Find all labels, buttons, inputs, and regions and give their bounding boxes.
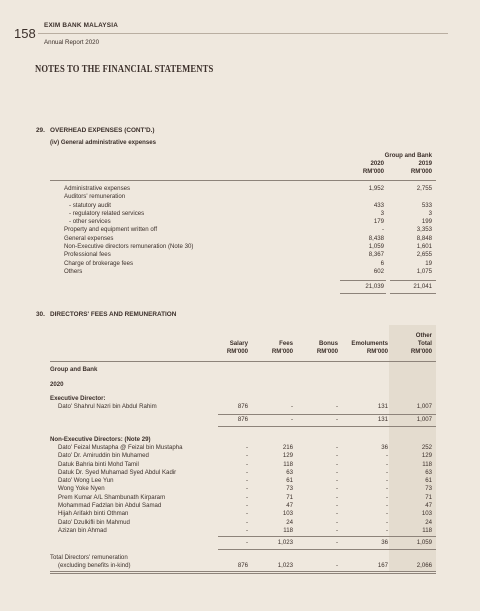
rule: [50, 571, 436, 572]
cell-total: 1,007: [416, 416, 432, 423]
nonexec-names: [58, 444, 183, 535]
cell-total: 103: [421, 510, 432, 518]
table-row-label: - statutory audit: [69, 201, 111, 209]
cell-2020: 3: [380, 209, 384, 217]
cell-salary: -: [245, 526, 248, 534]
note-29-title: OVERHEAD EXPENSES (CONT'D.): [50, 127, 155, 134]
cell-emoluments: -: [385, 518, 388, 526]
cell-emoluments: -: [385, 460, 388, 468]
header-divider: [38, 33, 448, 34]
cell-2019: 3,353: [416, 226, 432, 234]
note-29-number: 29.: [36, 127, 45, 134]
cell-2020: [334, 193, 384, 201]
director-name: Mohammad Fadzlan bin Abdul Samad: [58, 502, 162, 510]
director-name: Wong Yoke Nyen: [58, 485, 105, 493]
cell-2020: 8,438: [368, 234, 384, 242]
emoluments-column: [336, 444, 388, 535]
cell-salary: 876: [237, 403, 248, 410]
director-name: Dato' Wong Lee Yun: [58, 477, 114, 485]
section-title: NOTES TO THE FINANCIAL STATEMENTS: [35, 63, 214, 75]
cell-bonus: -: [335, 477, 338, 485]
total-label-line2: (excluding benefits in-kind): [58, 562, 131, 569]
note-29-col-2020: 2020: [370, 160, 384, 167]
cell-2019: 1,075: [416, 267, 432, 275]
director-name: Hijah Arifakh binti Othman: [58, 510, 129, 518]
cell-emoluments: -: [385, 477, 388, 485]
cell-emoluments: -: [385, 485, 388, 493]
cell-2019: 2,755: [416, 185, 432, 192]
cell-fees: 216: [282, 444, 293, 451]
cell-bonus: -: [335, 562, 338, 569]
table-row-label: Others: [64, 267, 83, 275]
nonexec-heading: Non-Executive Directors: (Note 29): [50, 436, 151, 443]
cell-fees: 103: [282, 510, 293, 518]
cell-2019: 2,655: [416, 251, 432, 259]
rule: [218, 414, 436, 415]
director-name: Datuk Dr. Syed Muhamad Syed Abdul Kadir: [58, 468, 177, 476]
table-row-label: Charge of brokerage fees: [64, 259, 134, 267]
cell-total: 252: [421, 444, 432, 451]
cell-total: 61: [425, 477, 432, 485]
cell-bonus: -: [335, 403, 338, 410]
cell-total: 1,059: [416, 539, 432, 546]
cell-2020: -: [381, 226, 384, 234]
cell-bonus: -: [335, 502, 338, 510]
cell-bonus: -: [335, 416, 338, 423]
cell-total: 129: [421, 452, 432, 460]
cell-2019: 199: [421, 218, 432, 226]
cell-salary: 876: [237, 416, 248, 423]
cell-2019: 1,601: [416, 243, 432, 251]
rule: [50, 573, 436, 574]
cell-salary: -: [245, 493, 248, 501]
cell-fees: -: [290, 403, 293, 410]
cell-emoluments: -: [385, 502, 388, 510]
table-row-label: - regulatory related services: [69, 209, 145, 217]
total-column: [384, 444, 432, 535]
fees-column: [245, 444, 293, 535]
cell-fees: 47: [286, 502, 293, 510]
cell-total: 47: [425, 502, 432, 510]
note-29-group-label: Group and Bank: [384, 152, 432, 159]
director-name: Datuk Bahria binti Mohd Tamil: [58, 460, 139, 468]
cell-bonus: -: [335, 468, 338, 476]
cell-salary: -: [245, 485, 248, 493]
cell-2019: [382, 193, 432, 201]
company-name: EXIM BANK MALAYSIA: [44, 22, 119, 29]
cell-fees: 61: [286, 477, 293, 485]
salary-column: [200, 444, 248, 535]
cell-salary: -: [245, 452, 248, 460]
cell-salary: 876: [237, 562, 248, 569]
cell-2019: 533: [421, 201, 432, 209]
cell-salary: -: [245, 444, 248, 451]
note-29-subtitle: (iv) General administrative expenses: [50, 139, 157, 146]
cell-fees: 71: [286, 493, 293, 501]
col-header-bonus: Bonus: [319, 340, 338, 347]
director-name: Prem Kumar A/L Shambunath Kirparam: [58, 493, 166, 501]
rule: [390, 280, 436, 281]
cell-2020: 6: [380, 259, 384, 267]
cell-fees: 118: [283, 460, 293, 468]
note-29-total-2020: 21,039: [365, 283, 384, 290]
rule: [340, 280, 386, 281]
note-29-values-2020: [334, 185, 384, 276]
table-row-label: - other services: [69, 218, 111, 226]
cell-2019: 3: [428, 209, 432, 217]
exec-name: Dato' Shahrul Nazri bin Abdul Rahim: [58, 403, 157, 410]
cell-total: 2,066: [416, 562, 432, 569]
table-row-label: Auditors' remuneration: [64, 193, 126, 201]
col-unit: RM'000: [316, 348, 338, 355]
report-name: Annual Report 2020: [44, 39, 100, 46]
rule: [218, 426, 436, 427]
exec-heading: Executive Director:: [50, 395, 106, 402]
cell-emoluments: -: [385, 468, 388, 476]
col-header-other: Other: [415, 332, 432, 339]
cell-total: 63: [425, 468, 432, 476]
cell-salary: -: [245, 518, 248, 526]
note-29-values-2019: [382, 185, 432, 276]
cell-total: 118: [422, 460, 432, 468]
cell-total: 1,007: [416, 403, 432, 410]
cell-bonus: -: [335, 539, 338, 546]
director-name: Azizan bin Ahmad: [58, 526, 107, 534]
cell-2020: 8,367: [368, 251, 384, 259]
cell-total: 71: [425, 493, 432, 501]
rule: [218, 549, 436, 550]
col-header-fees: Fees: [279, 340, 293, 347]
cell-salary: -: [245, 502, 248, 510]
cell-total: 118: [422, 526, 432, 534]
note-29-col-2019: 2019: [418, 160, 432, 167]
cell-2020: 602: [373, 267, 384, 275]
cell-salary: -: [245, 539, 248, 546]
page-number: 158: [14, 26, 36, 41]
col-unit: RM'000: [366, 348, 388, 355]
note-30-title: DIRECTORS' FEES AND REMUNERATION: [50, 311, 177, 318]
year-label: 2020: [50, 381, 64, 388]
cell-bonus: -: [335, 444, 338, 451]
table-row-label: Administrative expenses: [64, 185, 131, 192]
note-29-unit-2020: RM'000: [362, 168, 384, 175]
note-29-unit-2019: RM'000: [410, 168, 432, 175]
cell-emoluments: -: [385, 526, 388, 534]
cell-bonus: -: [335, 526, 338, 534]
cell-emoluments: -: [385, 493, 388, 501]
col-header-emoluments: Emoluments: [351, 340, 388, 347]
table-row-label: Professional fees: [64, 251, 111, 259]
cell-emoluments: -: [385, 452, 388, 460]
cell-fees: 73: [286, 485, 293, 493]
cell-fees: 1,023: [277, 539, 293, 546]
cell-bonus: -: [335, 452, 338, 460]
cell-total: 24: [425, 518, 432, 526]
cell-total: 73: [425, 485, 432, 493]
note-29-header-rule: [50, 180, 436, 181]
cell-2019: 8,848: [416, 234, 432, 242]
col-header-salary: Salary: [229, 340, 248, 347]
cell-emoluments: 36: [381, 539, 388, 546]
cell-emoluments: 131: [377, 403, 388, 410]
cell-bonus: -: [335, 510, 338, 518]
note-30-header-rule: [50, 361, 436, 362]
bonus-column: [290, 444, 338, 535]
rule: [340, 293, 386, 294]
cell-2020: 1,059: [368, 243, 384, 251]
cell-bonus: -: [335, 518, 338, 526]
cell-2019: 19: [425, 259, 432, 267]
rule: [390, 293, 436, 294]
col-unit: RM'000: [410, 348, 432, 355]
col-unit: RM'000: [271, 348, 293, 355]
cell-fees: 24: [286, 518, 293, 526]
table-row-label: Property and equipment written off: [64, 226, 158, 234]
cell-salary: -: [245, 460, 248, 468]
cell-2020: 179: [373, 218, 384, 226]
cell-emoluments: 131: [377, 416, 388, 423]
director-name: Dato' Feizal Mustapha @ Feizal bin Mustapha: [58, 444, 183, 451]
cell-emoluments: 36: [381, 444, 388, 451]
note-30-number: 30.: [36, 311, 45, 318]
col-header-total: Total: [417, 340, 432, 347]
director-name: Dato' Dr. Amiruddin bin Muhamed: [58, 452, 149, 460]
cell-salary: -: [245, 477, 248, 485]
cell-2020: 433: [373, 201, 384, 209]
cell-bonus: -: [335, 493, 338, 501]
cell-bonus: -: [335, 460, 338, 468]
cell-fees: 118: [283, 526, 293, 534]
cell-fees: 63: [286, 468, 293, 476]
cell-fees: 129: [282, 452, 293, 460]
cell-fees: 1,023: [277, 562, 293, 569]
total-label-line1: Total Directors' remuneration: [50, 554, 128, 561]
director-name: Dato' Dzulkifli bin Mahmud: [58, 518, 130, 526]
rule: [218, 536, 436, 537]
cell-emoluments: 167: [377, 562, 388, 569]
cell-salary: -: [245, 510, 248, 518]
cell-emoluments: -: [385, 510, 388, 518]
table-row-label: General expenses: [64, 234, 114, 242]
table-row-label: Non-Executive directors remuneration (Note 30): [64, 243, 194, 251]
cell-salary: -: [245, 468, 248, 476]
cell-2020: 1,952: [368, 185, 384, 192]
cell-fees: -: [290, 416, 293, 423]
note-29-labels: [64, 185, 193, 276]
group-label: Group and Bank: [50, 366, 98, 373]
cell-bonus: -: [335, 485, 338, 493]
col-unit: RM'000: [226, 348, 248, 355]
note-29-total-2019: 21,041: [413, 283, 432, 290]
